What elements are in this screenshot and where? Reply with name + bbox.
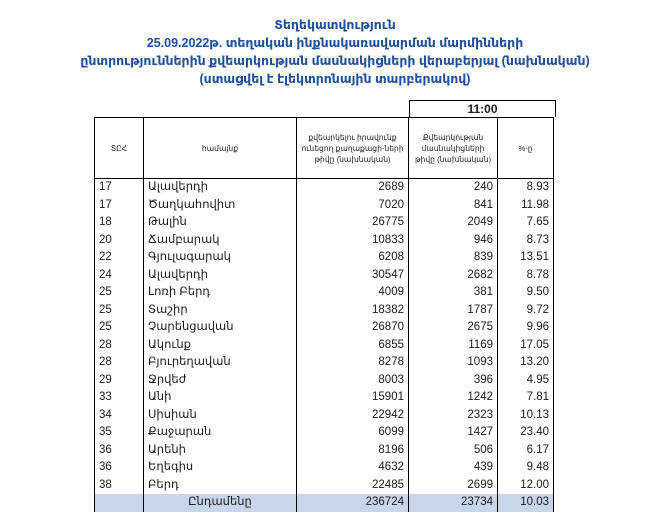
cell-participants: 2699 (409, 477, 498, 495)
cell-percent: 9.48 (498, 459, 554, 477)
title-line-4: (ստացվել է էլեկտրոնային տարբերակով) (199, 72, 471, 86)
cell-code: 25 (95, 284, 144, 302)
cell-participants: 396 (409, 372, 498, 390)
table-row (95, 407, 554, 425)
table-row (95, 389, 554, 407)
cell-code: 28 (95, 337, 144, 355)
total-cell-community: Ընդամենը (144, 494, 297, 512)
cell-participants: 2049 (409, 214, 498, 232)
table-row (95, 477, 554, 495)
cell-community: Անի (144, 389, 297, 407)
cell-percent: 23.40 (498, 424, 554, 442)
table-row (95, 179, 554, 197)
total-cell-code (95, 494, 144, 512)
cell-percent: 9.72 (498, 302, 554, 320)
cell-community: Քաջարան (144, 424, 297, 442)
cell-eligible: 7020 (297, 197, 409, 215)
cell-code: 17 (95, 197, 144, 215)
cell-community: Ծաղկահովիտ (144, 197, 297, 215)
cell-code: 18 (95, 214, 144, 232)
cell-code: 36 (95, 442, 144, 460)
column-header-community: համայնք (144, 118, 297, 179)
table-row (95, 249, 554, 267)
column-header-percent: %-ը (498, 118, 554, 179)
cell-community: Ալավերդի (144, 267, 297, 285)
cell-eligible: 6855 (297, 337, 409, 355)
cell-community: Չարենցավան (144, 319, 297, 337)
cell-participants: 1427 (409, 424, 498, 442)
total-cell-percent: 10.03 (498, 494, 554, 512)
cell-percent: 6.17 (498, 442, 554, 460)
cell-eligible: 8196 (297, 442, 409, 460)
cell-participants: 1787 (409, 302, 498, 320)
table-row (95, 197, 554, 215)
cell-code: 29 (95, 372, 144, 390)
cell-community: Գյուլագարակ (144, 249, 297, 267)
table-row (95, 354, 554, 372)
cell-participants: 439 (409, 459, 498, 477)
cell-eligible: 4632 (297, 459, 409, 477)
cell-percent: 9.50 (498, 284, 554, 302)
cell-eligible: 22942 (297, 407, 409, 425)
table-row (95, 302, 554, 320)
table-row (95, 319, 554, 337)
cell-eligible: 26775 (297, 214, 409, 232)
cell-community: Ջրվեժ (144, 372, 297, 390)
cell-eligible: 2689 (297, 179, 409, 197)
results-table (94, 117, 554, 512)
table-header-row (95, 118, 554, 179)
cell-participants: 506 (409, 442, 498, 460)
cell-community: Սիսիան (144, 407, 297, 425)
table-row (95, 232, 554, 250)
total-cell-eligible: 236724 (297, 494, 409, 512)
cell-percent: 13.51 (498, 249, 554, 267)
cell-eligible: 4009 (297, 284, 409, 302)
cell-community: Բերդ (144, 477, 297, 495)
cell-participants: 841 (409, 197, 498, 215)
cell-percent: 7.65 (498, 214, 554, 232)
cell-percent: 10.13 (498, 407, 554, 425)
cell-community: Ակունք (144, 337, 297, 355)
cell-eligible: 10833 (297, 232, 409, 250)
table-row (95, 284, 554, 302)
cell-participants: 839 (409, 249, 498, 267)
table-row (95, 267, 554, 285)
total-row (95, 494, 554, 512)
cell-eligible: 6208 (297, 249, 409, 267)
cell-code: 36 (95, 459, 144, 477)
cell-eligible: 8278 (297, 354, 409, 372)
table-row (95, 337, 554, 355)
total-cell-participants: 23734 (409, 494, 498, 512)
cell-community: Թալին (144, 214, 297, 232)
cell-eligible: 18382 (297, 302, 409, 320)
cell-code: 17 (95, 179, 144, 197)
table-row (95, 214, 554, 232)
cell-code: 24 (95, 267, 144, 285)
cell-participants: 1093 (409, 354, 498, 372)
title-line-1: Տեղեկատվություն (274, 18, 396, 32)
title-line-2: 25.09.2022թ. տեղական ինքնակառավարման մարմինների (146, 36, 524, 50)
cell-percent: 11.98 (498, 197, 554, 215)
column-header-eligible: քվեարկելու իրավունք ունեցող քաղաքացի-ների թիվը (նախնական) (297, 118, 409, 179)
cell-code: 38 (95, 477, 144, 495)
cell-community: Ճամբարակ (144, 232, 297, 250)
cell-code: 35 (95, 424, 144, 442)
cell-code: 25 (95, 319, 144, 337)
cell-code: 33 (95, 389, 144, 407)
cell-eligible: 22485 (297, 477, 409, 495)
cell-community: Եղեգիս (144, 459, 297, 477)
cell-eligible: 6099 (297, 424, 409, 442)
table-row (95, 424, 554, 442)
cell-percent: 7.81 (498, 389, 554, 407)
cell-participants: 2675 (409, 319, 498, 337)
cell-participants: 381 (409, 284, 498, 302)
cell-code: 25 (95, 302, 144, 320)
cell-community: Ալավերդի (144, 179, 297, 197)
cell-percent: 8.73 (498, 232, 554, 250)
cell-percent: 8.93 (498, 179, 554, 197)
cell-community: Լոռի Բերդ (144, 284, 297, 302)
document-title (0, 16, 670, 88)
cell-code: 34 (95, 407, 144, 425)
cell-eligible: 26870 (297, 319, 409, 337)
cell-percent: 12.00 (498, 477, 554, 495)
cell-participants: 946 (409, 232, 498, 250)
cell-code: 20 (95, 232, 144, 250)
cell-eligible: 8003 (297, 372, 409, 390)
cell-participants: 1169 (409, 337, 498, 355)
cell-community: Տաշիր (144, 302, 297, 320)
cell-code: 22 (95, 249, 144, 267)
cell-code: 28 (95, 354, 144, 372)
cell-percent: 17.05 (498, 337, 554, 355)
title-line-3: ընտրություններին քվեարկության մասնակիցների վերաբերյալ (նախնական) (80, 54, 590, 68)
table-row (95, 372, 554, 390)
cell-participants: 1242 (409, 389, 498, 407)
cell-community: Բյուրեղավան (144, 354, 297, 372)
column-header-code: ՏԸՀ (95, 118, 144, 179)
cell-participants: 2323 (409, 407, 498, 425)
cell-participants: 240 (409, 179, 498, 197)
cell-community: Արենի (144, 442, 297, 460)
table-row (95, 459, 554, 477)
cell-eligible: 15901 (297, 389, 409, 407)
cell-participants: 2682 (409, 267, 498, 285)
time-label: 11:00 (409, 100, 556, 117)
cell-eligible: 30547 (297, 267, 409, 285)
cell-percent: 9.96 (498, 319, 554, 337)
column-header-participants: Քվեարկության մասնակիցների թիվը (նախնական) (409, 118, 498, 179)
cell-percent: 8.78 (498, 267, 554, 285)
cell-percent: 4.95 (498, 372, 554, 390)
table-row (95, 442, 554, 460)
cell-percent: 13.20 (498, 354, 554, 372)
